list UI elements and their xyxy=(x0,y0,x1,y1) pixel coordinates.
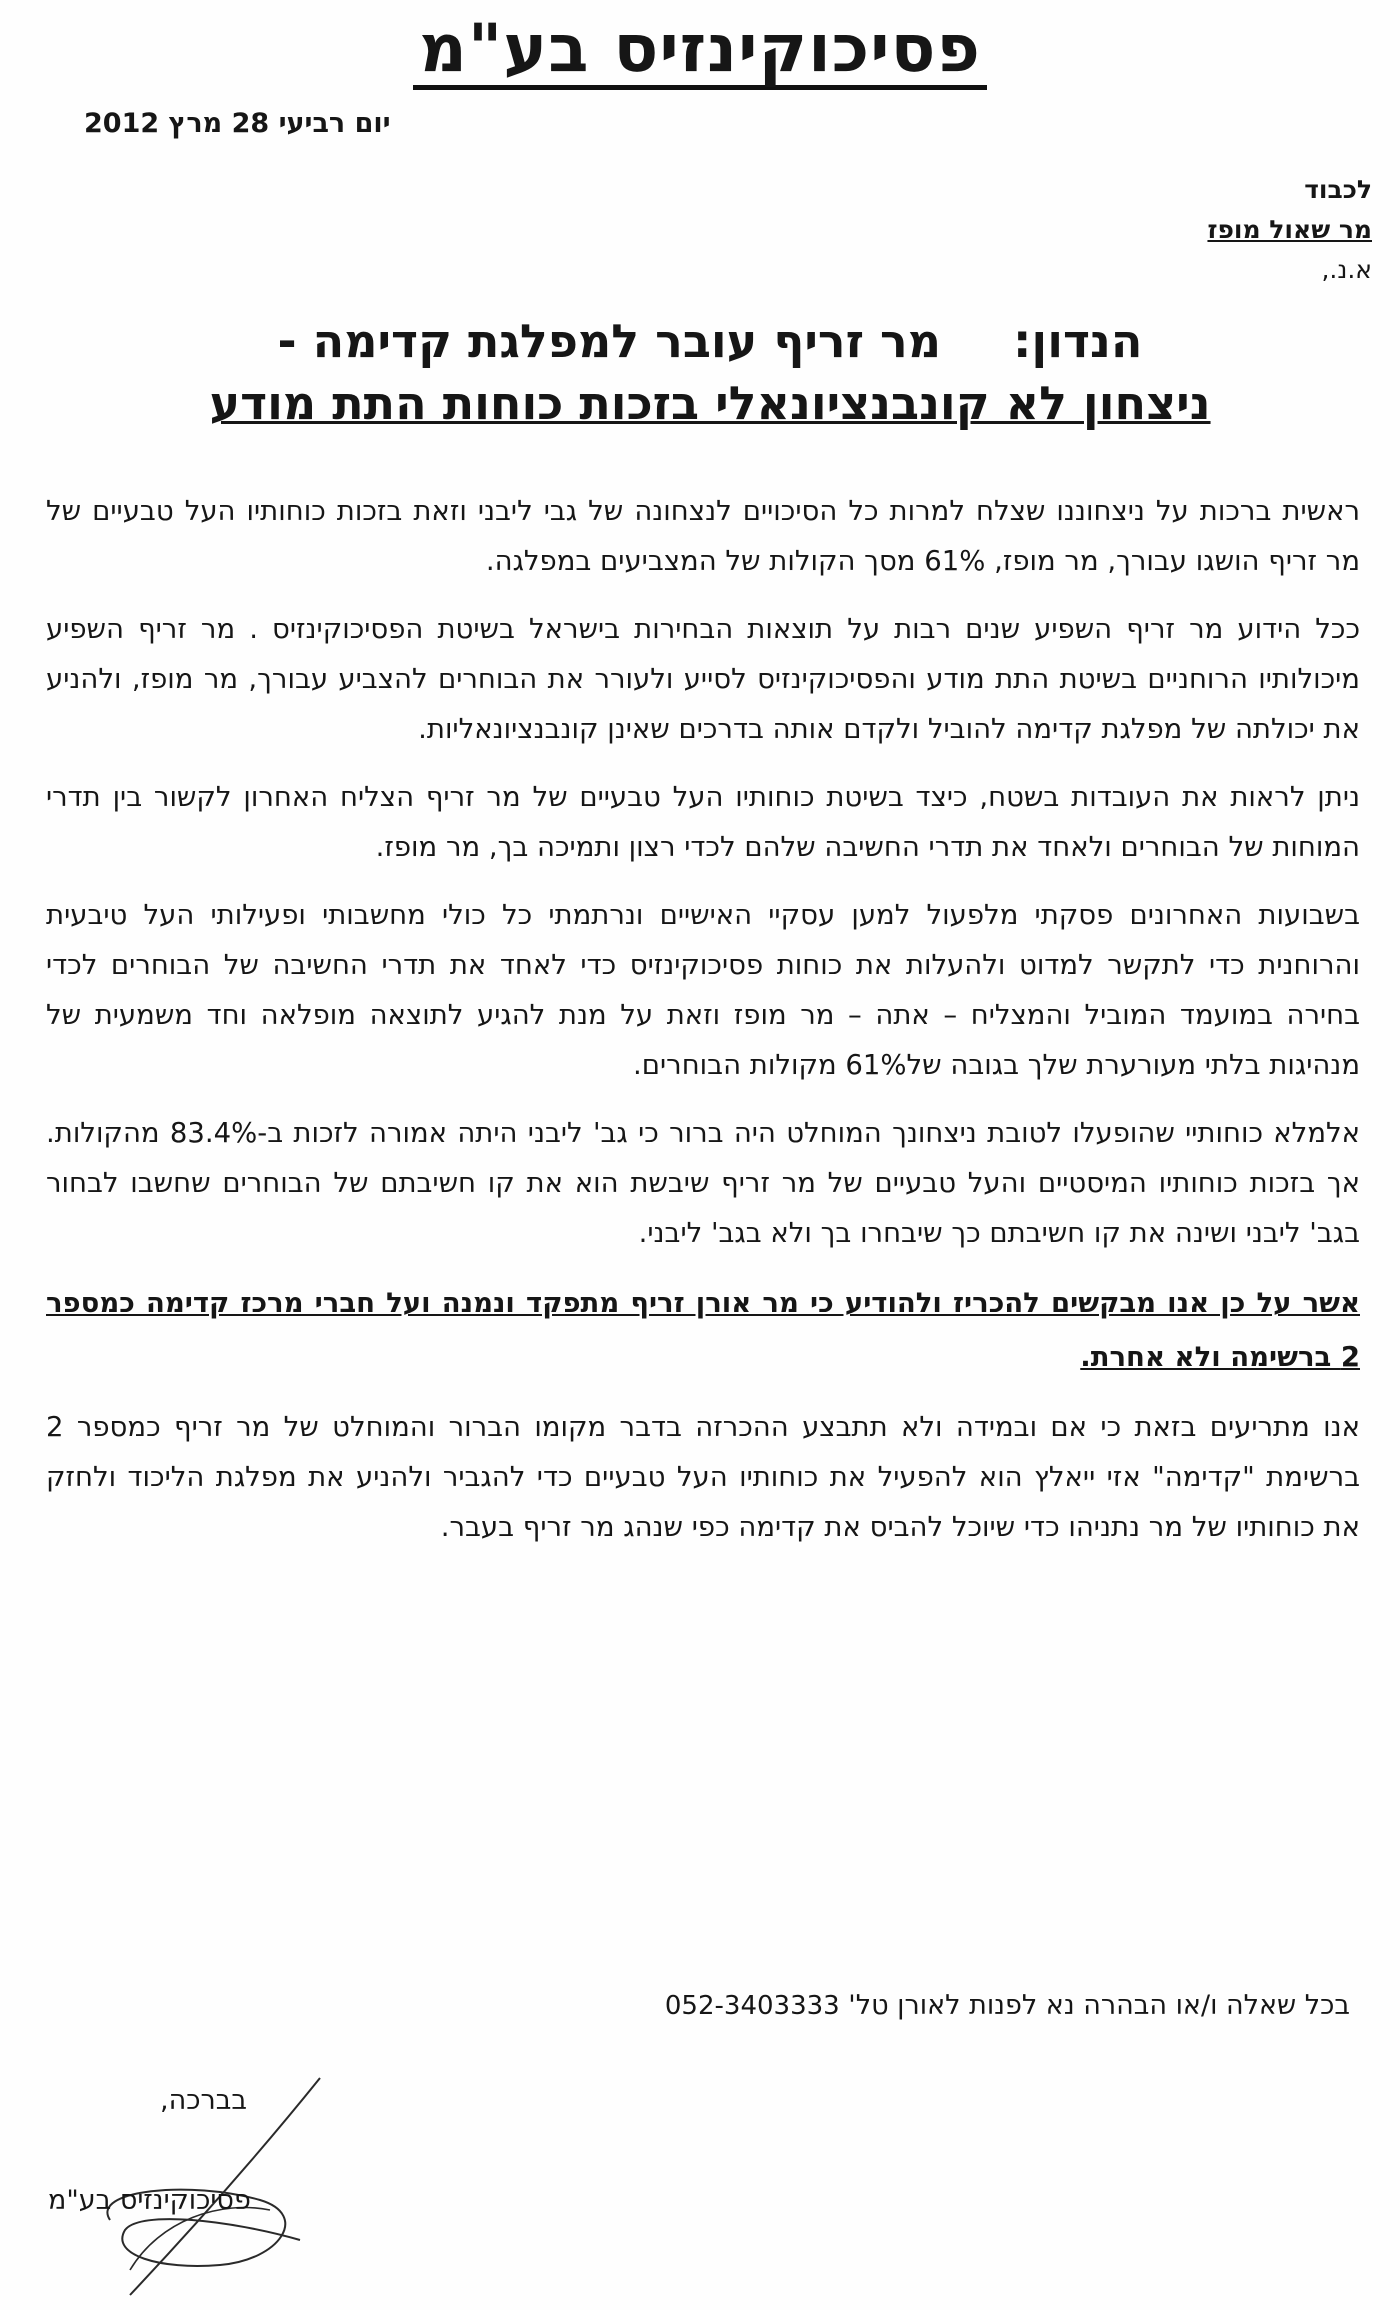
addressee-block xyxy=(1207,170,1372,290)
letter-body xyxy=(46,486,1360,1570)
body-paragraph: ככל הידוע מר זריף השפיע שנים רבות על תוצאות הבחירות בישראל בשיטת הפסיכוקינזיס . מר זריף השפיע מיכולותיו הרוחניים בשיטת התת מודע והפסיכוקינזיס לסייע ולעורר את הבוחרים להצביע עבורך, מר מופז, ולהניע את יכולתה של מפלגת קדימה להוביל ולקדם אותה בדרכים שאינן קונבנציונאליות. xyxy=(46,613,1360,745)
warning-paragraph: אנו מתריעים בזאת כי אם ובמידה ולא תתבצע ההכרזה בדבר מקומו הברור והמוחלט של מר זריף כמספר 2 ברשימת "קדימה" אזי ייאלץ הוא להפעיל את כוחותיו העל טבעיים כדי להגביר ולהניע את מפלגת הליכוד ולחזק את כוחותיו של מר נתניהו כדי שיוכל להביס את קדימה כפי שנהג מר זריף בעבר. xyxy=(46,1411,1360,1543)
letter-date: יום רביעי 28 מרץ 2012 xyxy=(84,108,391,139)
contact-text: בכל שאלה ו/או הבהרה נא לפנות לאורן טל' xyxy=(848,1990,1350,2021)
company-name: פסיכוקינזיס בע"מ xyxy=(413,14,987,90)
subject-text-1: מר זריף עובר למפלגת קדימה - xyxy=(277,314,942,368)
greeting: א.נ., xyxy=(1321,255,1372,284)
subject-heading xyxy=(150,310,1270,434)
signature-company: פסיכוקינזיס בע"מ xyxy=(48,2185,251,2216)
body-paragraph: ניתן לראות את העובדות בשטח, כיצד בשיטת כוחותיו העל טבעיים של מר זריף הצליח האחרון לקשור בין תדרי המוחות של הבוחרים ולאחד את תדרי החשיבה שלהם לכדי רצון ותמיכה בך, מר מופז. xyxy=(46,781,1360,863)
body-paragraph: בשבועות האחרונים פסקתי מלפעול למען עסקיי האישיים ונרתמתי כל כולי מחשבותי ופעילותי העל טיבעית והרוחנית כדי לתקשר למדוט ולהעלות את כוחות פסיכוקינזיס כדי לאחד את תדרי החשיבה של הבוחרים לכדי בחירה במועמד המוביל והמצליח – אתה – מר מופז וזאת על מנת להגיע לתוצאה מופלאה וחד משמעית של מנהיגות בלתי מעורערת שלך בגובה של61% מקולות הבוחרים. xyxy=(46,899,1360,1081)
contact-line xyxy=(665,1990,1350,2021)
recipient-name: מר שאול מופז xyxy=(1207,215,1372,244)
contact-phone: 052-3403333 xyxy=(664,1991,840,2021)
notice-paragraph: אשר על כן אנו מבקשים להכריז ולהודיע כי מר אורן זריף מתפקד ונמנה ועל חברי מרכז קדימה כמספר 2 ברשימה ולא אחרת. xyxy=(46,1287,1360,1373)
closing: בברכה, xyxy=(160,2085,247,2116)
body-paragraph: ראשית ברכות על ניצחוננו שצלח למרות כל הסיכויים לנצחונה של גבי ליבני וזאת בזכות כוחותיו העל טבעיים של מר זריף הושגו עבורך, מר מופז, 61% מסך הקולות של המצביעים במפלגה. xyxy=(46,495,1360,577)
letterhead xyxy=(0,10,1400,90)
subject-label: הנדון: xyxy=(1013,314,1143,368)
salutation: לכבוד xyxy=(1304,175,1372,204)
body-paragraph: אלמלא כוחותיי שהופעלו לטובת ניצחונך המוחלט היה ברור כי גב' ליבני היתה אמורה לזכות ב-83.4% מהקולות. אך בזכות כוחותיו המיסטיים והעל טבעיים של מר זריף שיבשת הוא את קו חשיבתם של הבוחרים שחשבו לבחור בגב' ליבני ושינה את קו חשיבתם כך שיבחרו בך ולא בגב' ליבני. xyxy=(46,1117,1361,1249)
subject-line-1 xyxy=(150,310,1270,372)
subject-line-2: ניצחון לא קונבנציונאלי בזכות כוחות התת מודע xyxy=(209,376,1211,430)
